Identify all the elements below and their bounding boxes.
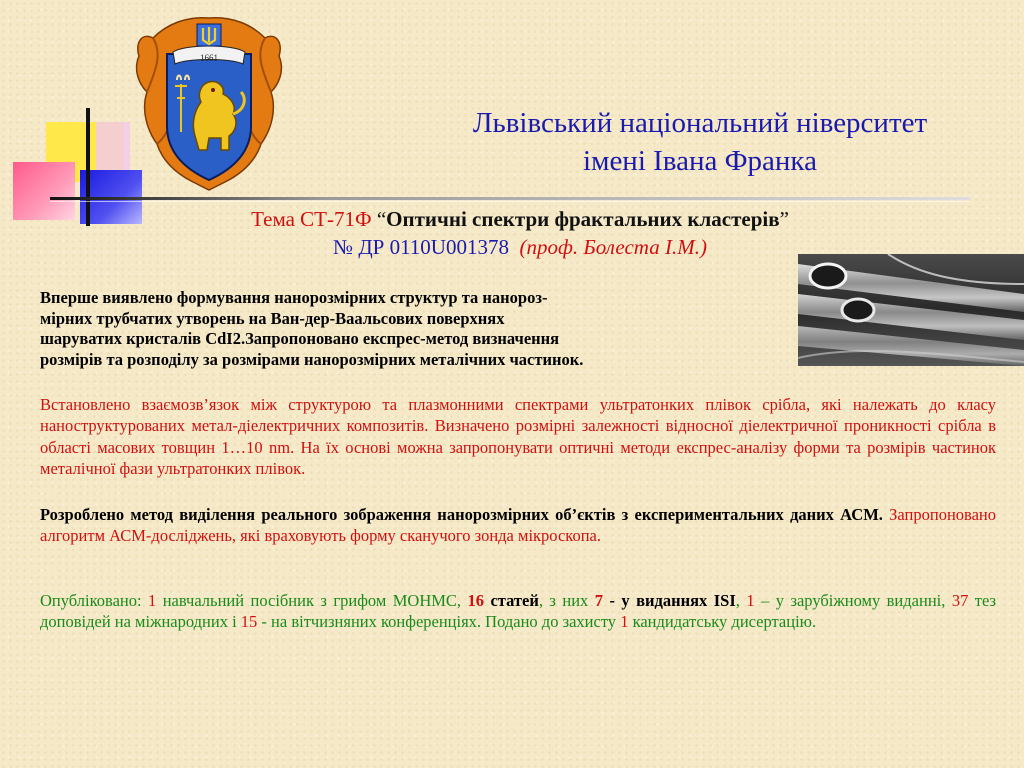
- supervisor-name: (проф. Болеста І.М.): [519, 235, 707, 259]
- pub-count-articles: 16: [467, 591, 485, 610]
- pub-text-3: статей: [484, 591, 539, 610]
- topic-quote-open: “: [376, 207, 387, 231]
- topic-line: [90, 206, 950, 232]
- topic-title: Оптичні спектри фрактальних кластерів: [386, 207, 780, 231]
- paragraph-publications: [40, 590, 996, 633]
- pub-text-7: – у зарубіжному виданні,: [754, 591, 952, 610]
- pub-count-isi: 7: [594, 591, 604, 610]
- paragraph-afm-method-bold: Розроблено метод виділення реального зображення нанорозмірних об’єктів з експериментальних даних АСМ.: [40, 505, 883, 524]
- decor-lilac-square: [96, 122, 130, 170]
- paragraph-nanostructures: [40, 288, 790, 370]
- pub-text-9: - на вітчизняних конференціях. Подано до захисту: [257, 612, 621, 632]
- pub-text-6: ,: [735, 591, 747, 610]
- paragraph-nanostructures-line2: мірних трубчатих утворень на Ван-дер-Ваальсових поверхнях: [40, 308, 505, 328]
- topic-quote-close: ”: [779, 207, 789, 231]
- decor-horizontal-highlight: [50, 201, 970, 202]
- registration-number: № ДР 0110U001378: [333, 235, 509, 259]
- paragraph-nanostructures-line4: розмірів та розподілу за розмірами нанорозмірних металічних частинок.: [40, 349, 584, 369]
- pub-count-national-conf: 15: [240, 612, 258, 632]
- decor-horizontal-line: [50, 197, 970, 200]
- paragraph-afm-method: [40, 504, 996, 547]
- pub-count-intl-theses: 37: [951, 591, 969, 610]
- lviv-coat-of-arms-icon: [133, 14, 285, 192]
- pub-text-10: кандидатську дисертацію.: [628, 612, 817, 632]
- topic-label: Тема СТ-71Ф: [251, 207, 372, 231]
- pub-text-2: навчальний посібник з грифом МОНМС,: [156, 591, 468, 610]
- decor-pink-square: [13, 162, 75, 220]
- pub-count-dissertation: 1: [620, 612, 629, 632]
- pub-text-4: , з них: [538, 591, 595, 610]
- university-title: [380, 104, 1020, 180]
- coat-year: 1661: [200, 53, 218, 63]
- pub-count-foreign: 1: [746, 591, 755, 610]
- nanotube-micrograph-image: [798, 254, 1024, 366]
- pub-text-8: тез доповідей на міжнародних і: [40, 591, 997, 632]
- pub-count-manual: 1: [148, 591, 157, 610]
- paragraph-nanostructures-line1: Вперше виявлено формування нанорозмірних структур та нанороз-: [40, 288, 548, 307]
- pub-text-5: - у виданнях ISI: [603, 591, 736, 610]
- paragraph-plasmon-spectra: Встановлено взаємозв’язок між структурою та плазмонними спектрами ультратонких плівок срібла, які належать до класу наноструктурованих метал-діелектричних композитів. Визначено розмірні залежності відносної діелектричної проникності срібла в області масових товщин 1…10 nm. На їх основі можна запропонувати оптичні методи експрес-аналізу форми та розмірів частинок металічної фази ультратонких плівок.: [40, 395, 996, 479]
- university-title-line2: імені Івана Франка: [583, 145, 817, 177]
- paragraph-afm-method-red: Запропоновано алгоритм АСМ-досліджень, які враховують форму сканучого зонда мікроскопа.: [40, 505, 997, 546]
- pub-text-1: Опубліковано:: [40, 591, 149, 610]
- university-title-line1: Львівський національний ніверситет: [472, 107, 928, 139]
- paragraph-nanostructures-line3: шаруватих кристалів CdI2.Запропоновано експрес-метод визначення: [40, 329, 560, 348]
